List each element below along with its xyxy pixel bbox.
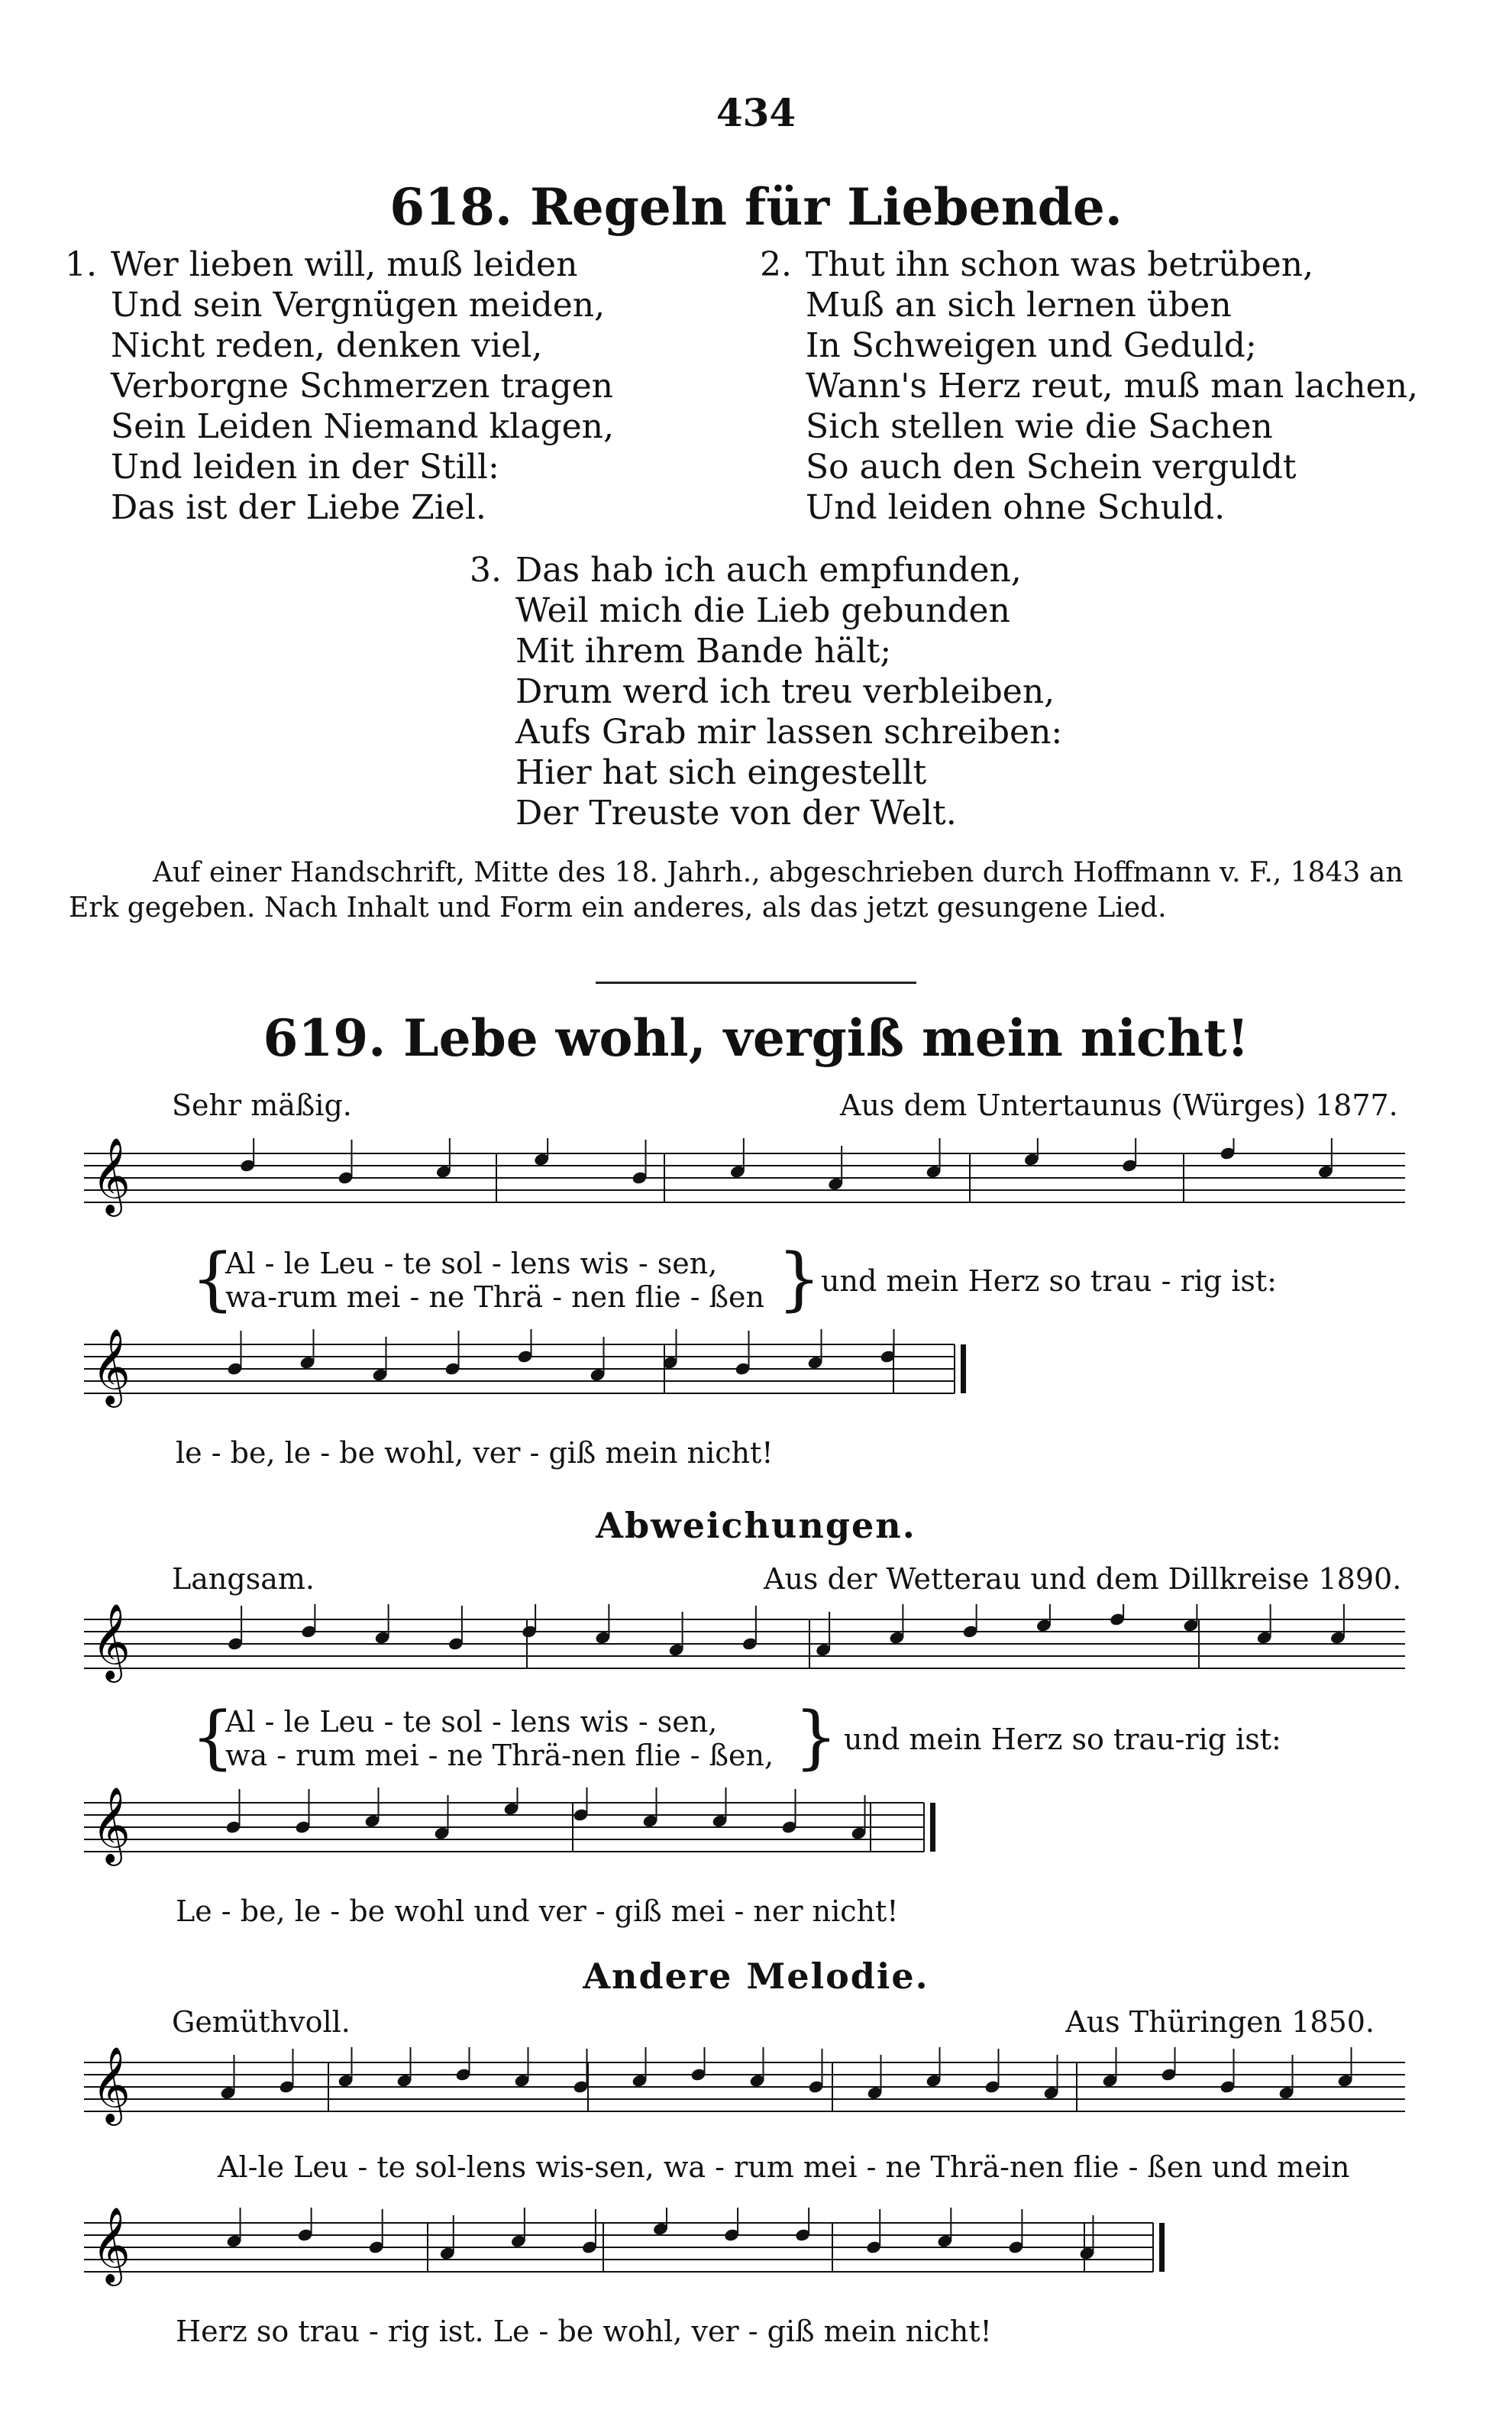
lyrics-brace: { (191, 1239, 235, 1319)
song-618-stanza-3 (470, 550, 1063, 833)
stanza-line: Und leiden ohne Schuld. (806, 488, 1226, 527)
stanza-line: Sich stellen wie die Sachen (806, 407, 1273, 446)
lyrics-brace: { (191, 1697, 235, 1778)
music-system-6 (69, 2208, 1413, 2292)
lyrics-line: wa-rum mei - ne Thrä - nen flie - ßen (225, 1280, 764, 1314)
treble-clef-icon: 𝄞 (92, 2047, 131, 2123)
stanza-line: In Schweigen und Geduld; (806, 326, 1257, 365)
variants-heading: Abweichungen. (596, 1505, 916, 1546)
staff-4 (69, 1787, 1413, 1871)
final-bar-line (1159, 2223, 1165, 2272)
lyrics-line: Le - be, le - be wohl und ver - giß mei - ner nicht! (176, 1894, 899, 1928)
treble-clef-icon: 𝄞 (92, 1604, 131, 1680)
stanza-line: Nicht reden, denken viel, (111, 326, 543, 365)
lyrics-line: Herz so trau - rig ist. Le - be wohl, ver - giß mein nicht! (176, 2315, 992, 2348)
stanza-line: Und leiden in der Still: (111, 448, 499, 487)
treble-clef-icon: 𝄞 (92, 1138, 131, 1214)
stanza-number: 3. (470, 551, 502, 590)
stanza-number: 2. (760, 245, 792, 284)
stanza-line: Thut ihn schon was betrüben, (806, 245, 1314, 284)
stanza-line: Mit ihrem Bande hält; (515, 632, 892, 671)
staff-6 (69, 2208, 1413, 2292)
section-divider (596, 982, 916, 984)
stanza-line: Sein Leiden Niemand klagen, (111, 407, 614, 446)
lyrics-brace: } (777, 1239, 822, 1319)
stanza-line: Und sein Vergnügen meiden, (111, 286, 606, 325)
staff-2 (69, 1329, 1413, 1413)
stanza-line: Wann's Herz reut, muß man lachen, (806, 367, 1419, 406)
stanza-line: Hier hat sich eingestellt (515, 753, 927, 792)
song-619-number: 619. (263, 1008, 386, 1068)
stanza-number: 1. (65, 245, 97, 284)
stanza-line: So auch den Schein verguldt (806, 448, 1297, 487)
music-system-4 (69, 1787, 1413, 1871)
treble-clef-icon: 𝄞 (92, 2208, 131, 2283)
tempo-marking: Gemüthvoll. (172, 2005, 351, 2039)
origin-note: Aus der Wetterau und dem Dillkreise 1890. (764, 1562, 1402, 1596)
source-note-line: Auf einer Handschrift, Mitte des 18. Jahrh., abgeschrieben durch Hoffmann v. F., 1843 an (153, 857, 1404, 888)
stanza-line: Muß an sich lernen üben (806, 286, 1232, 325)
lyrics-line: le - be, le - be wohl, ver - giß mein nicht! (176, 1436, 774, 1470)
tempo-marking: Sehr mäßig. (172, 1089, 352, 1122)
stanza-line: Wer lieben will, muß leiden (111, 245, 578, 284)
stanza-line: Das ist der Liebe Ziel. (111, 488, 486, 527)
song-618-stanza-2 (760, 244, 1419, 528)
song-618-title: Regeln für Liebende. (529, 177, 1123, 237)
tempo-marking: Langsam. (172, 1562, 315, 1596)
other-melody-heading: Andere Melodie. (583, 1956, 929, 1997)
music-system-5 (69, 2047, 1413, 2131)
treble-clef-icon: 𝄞 (92, 1329, 131, 1405)
stanza-line: Weil mich die Lieb gebunden (515, 591, 1010, 630)
final-bar-line (930, 1803, 935, 1852)
stanza-line: Das hab ich auch empfunden, (515, 551, 1022, 590)
stanza-line: Drum werd ich treu verbleiben, (515, 672, 1055, 711)
stanza-line: Aufs Grab mir lassen schreiben: (515, 713, 1063, 752)
page-number: 434 (716, 90, 796, 135)
lyrics-line: und mein Herz so trau - rig ist: (821, 1264, 1277, 1298)
lyrics-brace: } (794, 1697, 838, 1778)
stanza-line: Der Treuste von der Welt. (515, 794, 957, 833)
music-system-2 (69, 1329, 1413, 1413)
lyrics-line: Al - le Leu - te sol - lens wis - sen, (225, 1705, 718, 1739)
source-note-line: Erk gegeben. Nach Inhalt und Form ein anderes, als das jetzt gesungene Lied. (69, 892, 1167, 924)
lyrics-line: wa - rum mei - ne Thrä-nen flie - ßen, (225, 1739, 774, 1772)
music-system-1 (69, 1138, 1413, 1222)
song-619-title: Lebe wohl, vergiß mein nicht! (403, 1008, 1249, 1068)
staff-5 (69, 2047, 1413, 2131)
music-system-3 (69, 1604, 1413, 1688)
staff-3 (69, 1604, 1413, 1688)
song-619-heading (0, 1008, 1512, 1068)
lyrics-line: Al - le Leu - te sol - lens wis - sen, (225, 1247, 718, 1280)
origin-note: Aus dem Untertaunus (Würges) 1877. (840, 1089, 1398, 1122)
song-618-stanza-1 (65, 244, 614, 528)
origin-note: Aus Thüringen 1850. (1065, 2005, 1375, 2039)
stanza-line: Verborgne Schmerzen tragen (111, 367, 613, 406)
song-618-source-note (69, 856, 1443, 926)
treble-clef-icon: 𝄞 (92, 1787, 131, 1863)
lyrics-line: Al-le Leu - te sol-lens wis-sen, wa - rum mei - ne Thrä-nen flie - ßen und mein (218, 2150, 1350, 2184)
song-618-heading (0, 177, 1512, 237)
staff-1 (69, 1138, 1413, 1222)
song-618-number: 618. (389, 177, 512, 237)
final-bar-line (961, 1344, 966, 1393)
lyrics-line: und mein Herz so trau-rig ist: (844, 1723, 1281, 1756)
